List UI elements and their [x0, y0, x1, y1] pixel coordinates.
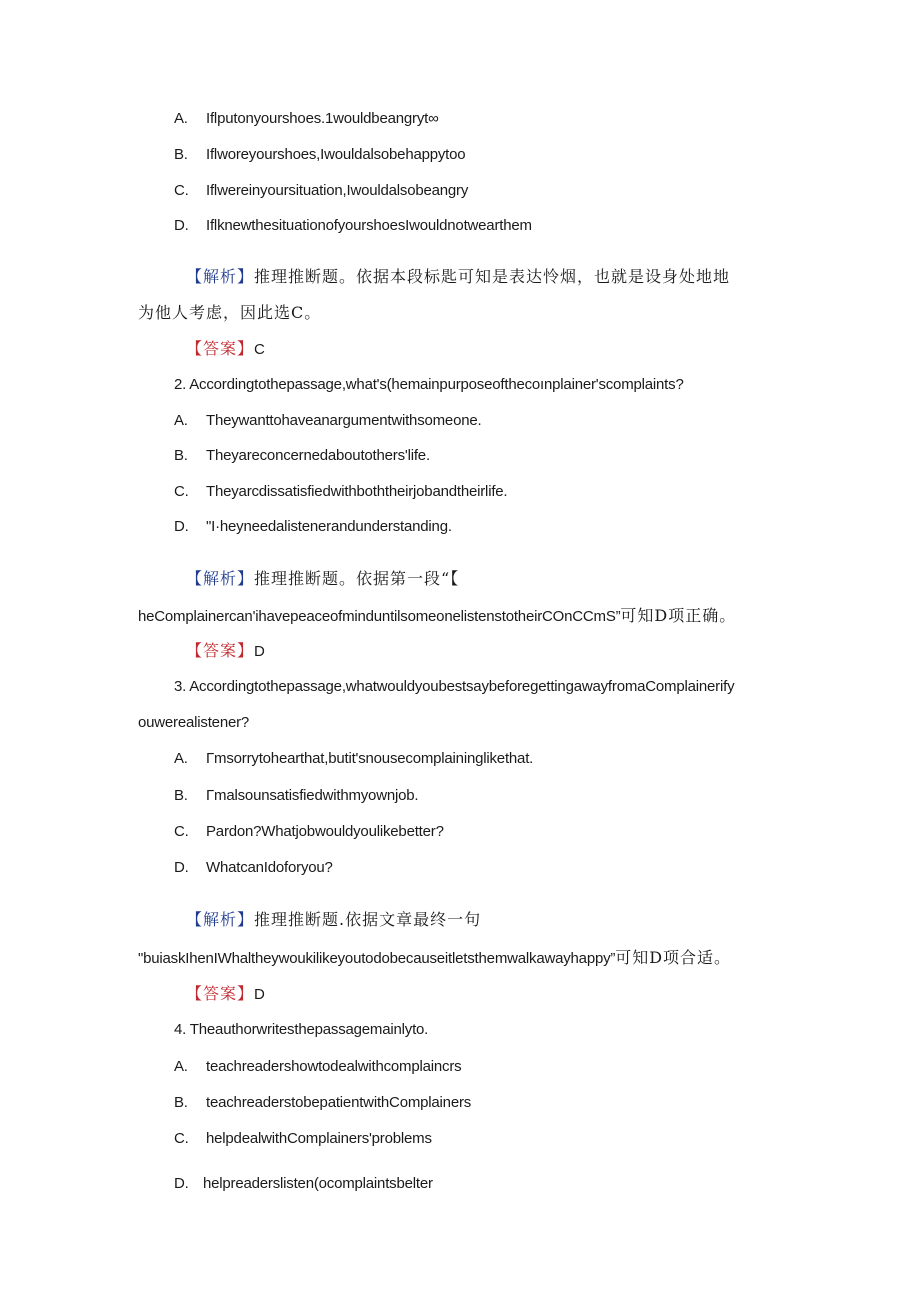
- q3-stem: 3. Accordingtothepassage,whatwouldyoubestsaybeforegettingawayfromaComplainerify: [174, 678, 735, 695]
- q1-option-d: [174, 217, 532, 234]
- option-letter: D.: [174, 518, 189, 535]
- q2-analysis: [186, 566, 459, 589]
- option-text: helpdealwithComplainers'problems: [206, 1130, 432, 1147]
- option-text: Iflputonyourshoes.1wouldbeangryt∞: [206, 110, 439, 127]
- q2-answer: [186, 638, 266, 661]
- analysis-text: 推理推断题。依据第一段“【: [254, 569, 460, 588]
- option-letter: A.: [174, 1058, 188, 1075]
- q1-option-c: [174, 182, 468, 199]
- option-letter: B.: [174, 787, 188, 804]
- q1-answer: [186, 336, 266, 359]
- q1-analysis: [186, 264, 730, 287]
- analysis-quote: heComplainercan'ihavepeaceofminduntilsomeonelistenstotheirCOnCCmS”: [138, 608, 621, 625]
- option-letter: B.: [174, 1094, 188, 1111]
- q2-analysis-cont: [138, 603, 736, 626]
- q3-analysis-cont: [138, 945, 731, 968]
- q3-option-a: [174, 750, 533, 767]
- q1-option-a: [174, 110, 439, 127]
- analysis-conclusion: 可知D项正确。: [620, 606, 737, 625]
- option-letter: B.: [174, 447, 188, 464]
- q4-option-d: [174, 1175, 433, 1192]
- q3-option-d: [174, 859, 333, 876]
- answer-tag: 【答案】: [186, 339, 255, 358]
- option-text: IflknewthesituationofyourshoesIwouldnotwearthem: [206, 217, 532, 234]
- analysis-text: 推理推断题.依据文章最终一句: [254, 910, 482, 929]
- q4-stem: 4. Theauthorwritesthepassagemainlyto.: [174, 1021, 429, 1038]
- option-letter: C.: [174, 823, 189, 840]
- option-text: "I·heyneedalistenerandunderstanding.: [206, 518, 452, 535]
- q4-option-a: [174, 1058, 461, 1075]
- q3-answer: [186, 981, 266, 1004]
- analysis-text: 推理推断题。依据本段标匙可知是表达怜烟，也就是设身处地地: [254, 267, 731, 286]
- q3-option-c: [174, 823, 444, 840]
- answer-tag: 【答案】: [186, 984, 255, 1003]
- option-letter: A.: [174, 110, 188, 127]
- answer-value: C: [254, 341, 266, 358]
- option-text: Γmalsounsatisfiedwithmyownjob.: [206, 787, 419, 804]
- option-letter: A.: [174, 412, 188, 429]
- option-text: teachreadershowtodealwithcomplaincrs: [206, 1058, 462, 1075]
- q3-stem-cont: ouwerealistener?: [138, 714, 250, 731]
- answer-tag: 【答案】: [186, 641, 255, 660]
- analysis-tag: 【解析】: [186, 910, 255, 929]
- analysis-conclusion: 可知D项合适。: [615, 948, 732, 967]
- option-letter: D.: [174, 859, 189, 876]
- q1-analysis-cont: 为他人考虑，因此选C。: [138, 303, 322, 322]
- option-letter: A.: [174, 750, 188, 767]
- option-text: Iflwereinyoursituation,Iwouldalsobeangry: [206, 182, 469, 199]
- answer-value: D: [254, 643, 266, 660]
- option-text: Theyarcdissatisfiedwithboththeirjobandtheirlife.: [206, 483, 508, 500]
- q3-analysis: [186, 907, 481, 930]
- option-letter: D.: [174, 1175, 189, 1192]
- q2-option-c: [174, 483, 507, 500]
- q2-option-b: [174, 447, 430, 464]
- q2-option-d: [174, 518, 452, 535]
- option-text: Pardon?Whatjobwouldyoulikebetter?: [206, 823, 444, 840]
- option-letter: B.: [174, 146, 188, 163]
- option-text: helpreaderslisten(ocomplaintsbelter: [203, 1175, 433, 1192]
- option-text: teachreaderstobepatientwithComplainers: [206, 1094, 472, 1111]
- analysis-tag: 【解析】: [186, 267, 255, 286]
- analysis-tag: 【解析】: [186, 569, 255, 588]
- analysis-quote: "buiaskIhenIWhaltheywoukilikeyoutodobecauseitletsthemwalkawayhappy”: [138, 950, 616, 967]
- option-text: Theyareconcernedaboutothers'life.: [206, 447, 430, 464]
- option-text: WhatcanIdoforyou?: [206, 859, 333, 876]
- q2-stem: 2. Accordingtothepassage,what's(hemainpurposeofthecoınplainer'scomplaints?: [174, 376, 684, 393]
- q1-option-b: [174, 146, 465, 163]
- option-letter: C.: [174, 182, 189, 199]
- answer-value: D: [254, 986, 266, 1003]
- option-text: Iflworeyourshoes,Iwouldalsobehappytoo: [206, 146, 466, 163]
- option-letter: D.: [174, 217, 189, 234]
- q4-option-c: [174, 1130, 432, 1147]
- q2-option-a: [174, 412, 481, 429]
- option-letter: C.: [174, 483, 189, 500]
- option-text: Γmsorrytohearthat,butit'snousecomplaininglikethat.: [206, 750, 534, 767]
- q3-option-b: [174, 787, 418, 804]
- option-letter: C.: [174, 1130, 189, 1147]
- option-text: Theywanttohaveanargumentwithsomeone.: [206, 412, 482, 429]
- q4-option-b: [174, 1094, 471, 1111]
